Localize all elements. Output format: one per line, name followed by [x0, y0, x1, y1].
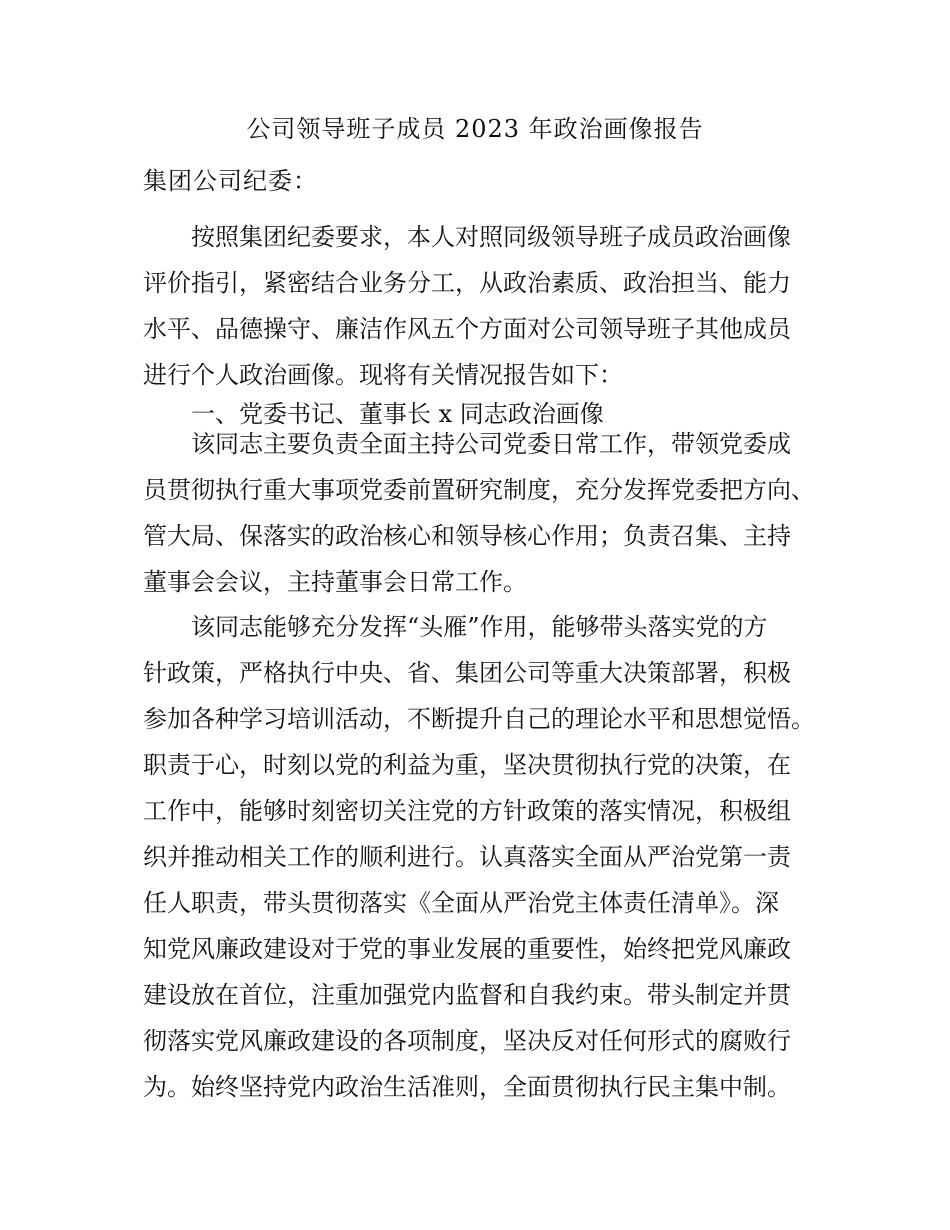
- paragraph-line: 进行个人政治画像。现将有关情况报告如下：: [143, 361, 623, 389]
- paragraph-line: 员贯彻执行重大事项党委前置研究制度，充分发挥党委把方向、: [143, 476, 815, 504]
- paragraph-line: 该同志能够充分发挥“头雁”作用，能够带头落实党的方: [191, 613, 768, 641]
- section-heading-text: 一、党委书记、董事长 x 同志政治画像: [191, 400, 604, 428]
- paragraph-intro: [143, 214, 823, 398]
- paragraph-line: 工作中，能够时刻密切关注党的方针政策的落实情况，积极组: [143, 797, 791, 825]
- paragraph-line: 董事会会议，主持董事会日常工作。: [143, 568, 527, 596]
- paragraph-line: 职责于心，时刻以党的利益为重，坚决贯彻执行党的决策，在: [143, 751, 791, 779]
- paragraph-duties: [143, 421, 823, 605]
- paragraph-line: 针政策，严格执行中央、省、集团公司等重大决策部署，积极: [143, 659, 791, 687]
- document-title: 公司领导班子成员 2023 年政治画像报告: [246, 115, 704, 143]
- paragraph-assessment: [143, 604, 823, 1110]
- paragraph-line: 为。始终坚持党内政治生活准则，全面贯彻执行民主集中制。: [143, 1073, 791, 1101]
- paragraph-line: 按照集团纪委要求，本人对照同级领导班子成员政治画像: [191, 223, 791, 251]
- paragraph-line: 评价指引，紧密结合业务分工，从政治素质、政治担当、能力: [143, 269, 791, 297]
- paragraph-line: 知党风廉政建设对于党的事业发展的重要性，始终把党风廉政: [143, 935, 791, 963]
- addressee: 集团公司纪委：: [143, 167, 318, 195]
- paragraph-line: 建设放在首位，注重加强党内监督和自我约束。带头制定并贯: [143, 981, 791, 1009]
- paragraph-line: 彻落实党风廉政建设的各项制度，坚决反对任何形式的腐败行: [143, 1027, 791, 1055]
- paragraph-line: 该同志主要负责全面主持公司党委日常工作，带领党委成: [191, 430, 791, 458]
- paragraph-line: 管大局、保落实的政治核心和领导核心作用；负责召集、主持: [143, 522, 791, 550]
- paragraph-line: 织并推动相关工作的顺利进行。认真落实全面从严治党第一责: [143, 843, 791, 871]
- paragraph-line: 任人职责，带头贯彻落实《全面从严治党主体责任清单》。深: [143, 889, 779, 917]
- paragraph-line: 参加各种学习培训活动，不断提升自己的理论水平和思想觉悟。: [143, 705, 815, 733]
- paragraph-line: 水平、品德操守、廉洁作风五个方面对公司领导班子其他成员: [143, 315, 791, 343]
